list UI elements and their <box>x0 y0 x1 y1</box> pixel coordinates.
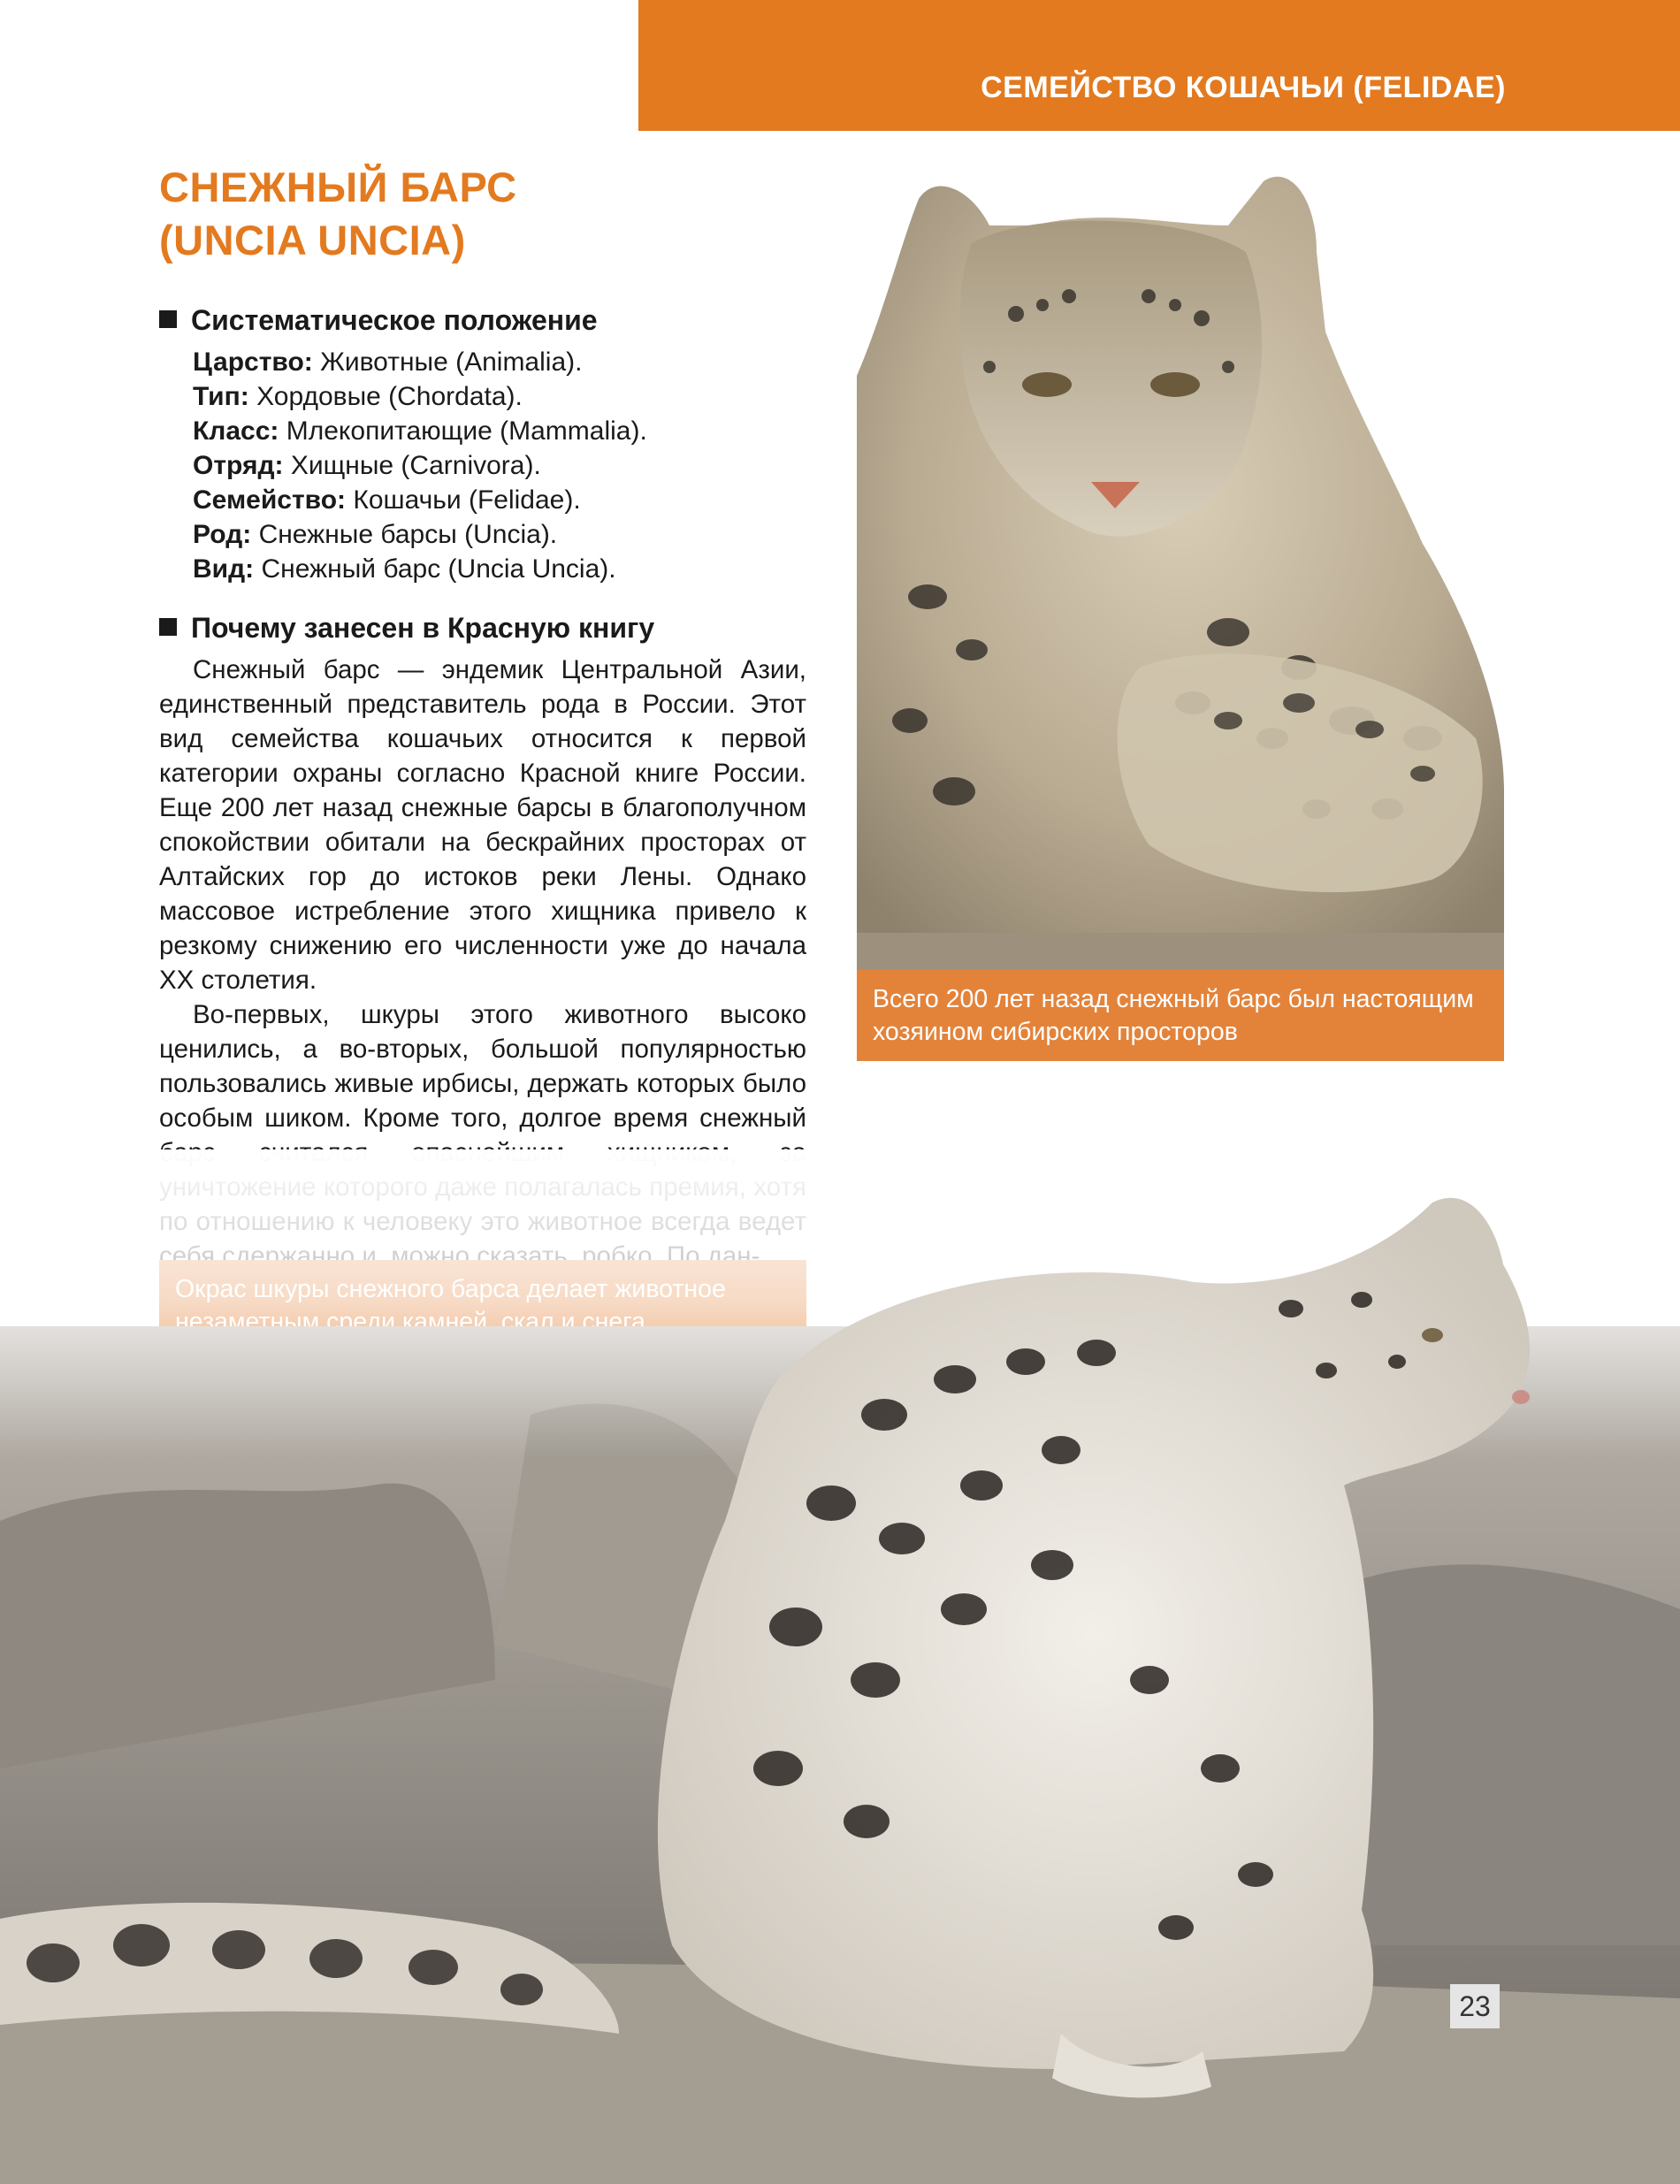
article-paragraph: Снежный барс — эндемик Центральной Азии, единственный представитель рода в России. Этот вид семейства кошачьих относится к первой категории охраны согласно Красной книге России. Еще 200 лет назад снежные барсы в благополучном спокойствии обитали на бескрайних просторах от Алтайских гор до истоков реки Лены. Однако массовое истребление этого хищника привело к резкому снижению его численности уже до начала XX столетия. <box>159 655 806 995</box>
taxonomy-value: Снежный барс (Uncia Uncia). <box>254 554 616 584</box>
taxonomy-value: Хищные (Carnivora). <box>283 451 541 480</box>
taxonomy-row <box>193 414 829 448</box>
square-bullet-icon <box>159 618 177 636</box>
red-book-heading-text: Почему занесен в Красную книгу <box>191 612 655 644</box>
taxonomy-value: Снежные барсы (Uncia). <box>251 520 558 549</box>
header-band <box>638 0 1680 131</box>
snow-leopard-sitting-photo <box>0 1149 1680 2184</box>
title-line-1: СНЕЖНЫЙ БАРС <box>159 164 517 210</box>
taxonomy-list <box>193 345 829 586</box>
title-line-2: (UNCIA UNCIA) <box>159 217 466 263</box>
taxonomy-row <box>193 379 829 414</box>
taxonomy-label: Род: <box>193 520 252 549</box>
red-book-heading <box>159 610 654 645</box>
taxonomy-value: Хордовые (Chordata). <box>248 382 523 411</box>
taxonomy-label: Вид: <box>193 554 255 584</box>
taxonomy-row <box>193 483 829 517</box>
top-photo-caption-text: Всего 200 лет назад снежный барс был настоящим хозяином сибирских просторов <box>873 984 1474 1046</box>
top-photo-caption <box>857 970 1504 1061</box>
square-bullet-icon <box>159 310 177 328</box>
taxonomy-row <box>193 448 829 483</box>
systematics-heading-text: Систематическое положение <box>191 304 598 336</box>
taxonomy-row <box>193 517 829 552</box>
article-paragraph: Во-первых, шкуры этого животного высоко ценились, а во-вторых, большой популярностью пользовались живые ирбисы, держать которых было особым шиком. Кроме того, долгое время снежный <box>159 1000 806 1133</box>
section-header-title: СЕМЕЙСТВО КОШАЧЬИ (FELIDAE) <box>981 71 1506 104</box>
page-title <box>159 161 517 267</box>
taxonomy-label: Семейство: <box>193 485 347 515</box>
taxonomy-row <box>193 552 829 586</box>
taxonomy-label: Тип: <box>193 382 249 411</box>
taxonomy-value: Млекопитающие (Mammalia). <box>279 416 647 446</box>
taxonomy-label: Класс: <box>193 416 279 446</box>
taxonomy-label: Царство: <box>193 347 313 377</box>
taxonomy-label: Отряд: <box>193 451 284 480</box>
taxonomy-row <box>193 345 829 379</box>
taxonomy-value: Кошачьи (Felidae). <box>346 485 581 515</box>
snow-leopard-reclining-photo <box>857 172 1504 970</box>
systematics-heading <box>159 302 598 338</box>
taxonomy-value: Животные (Animalia). <box>312 347 583 377</box>
page-number: 23 <box>1450 1984 1500 2028</box>
